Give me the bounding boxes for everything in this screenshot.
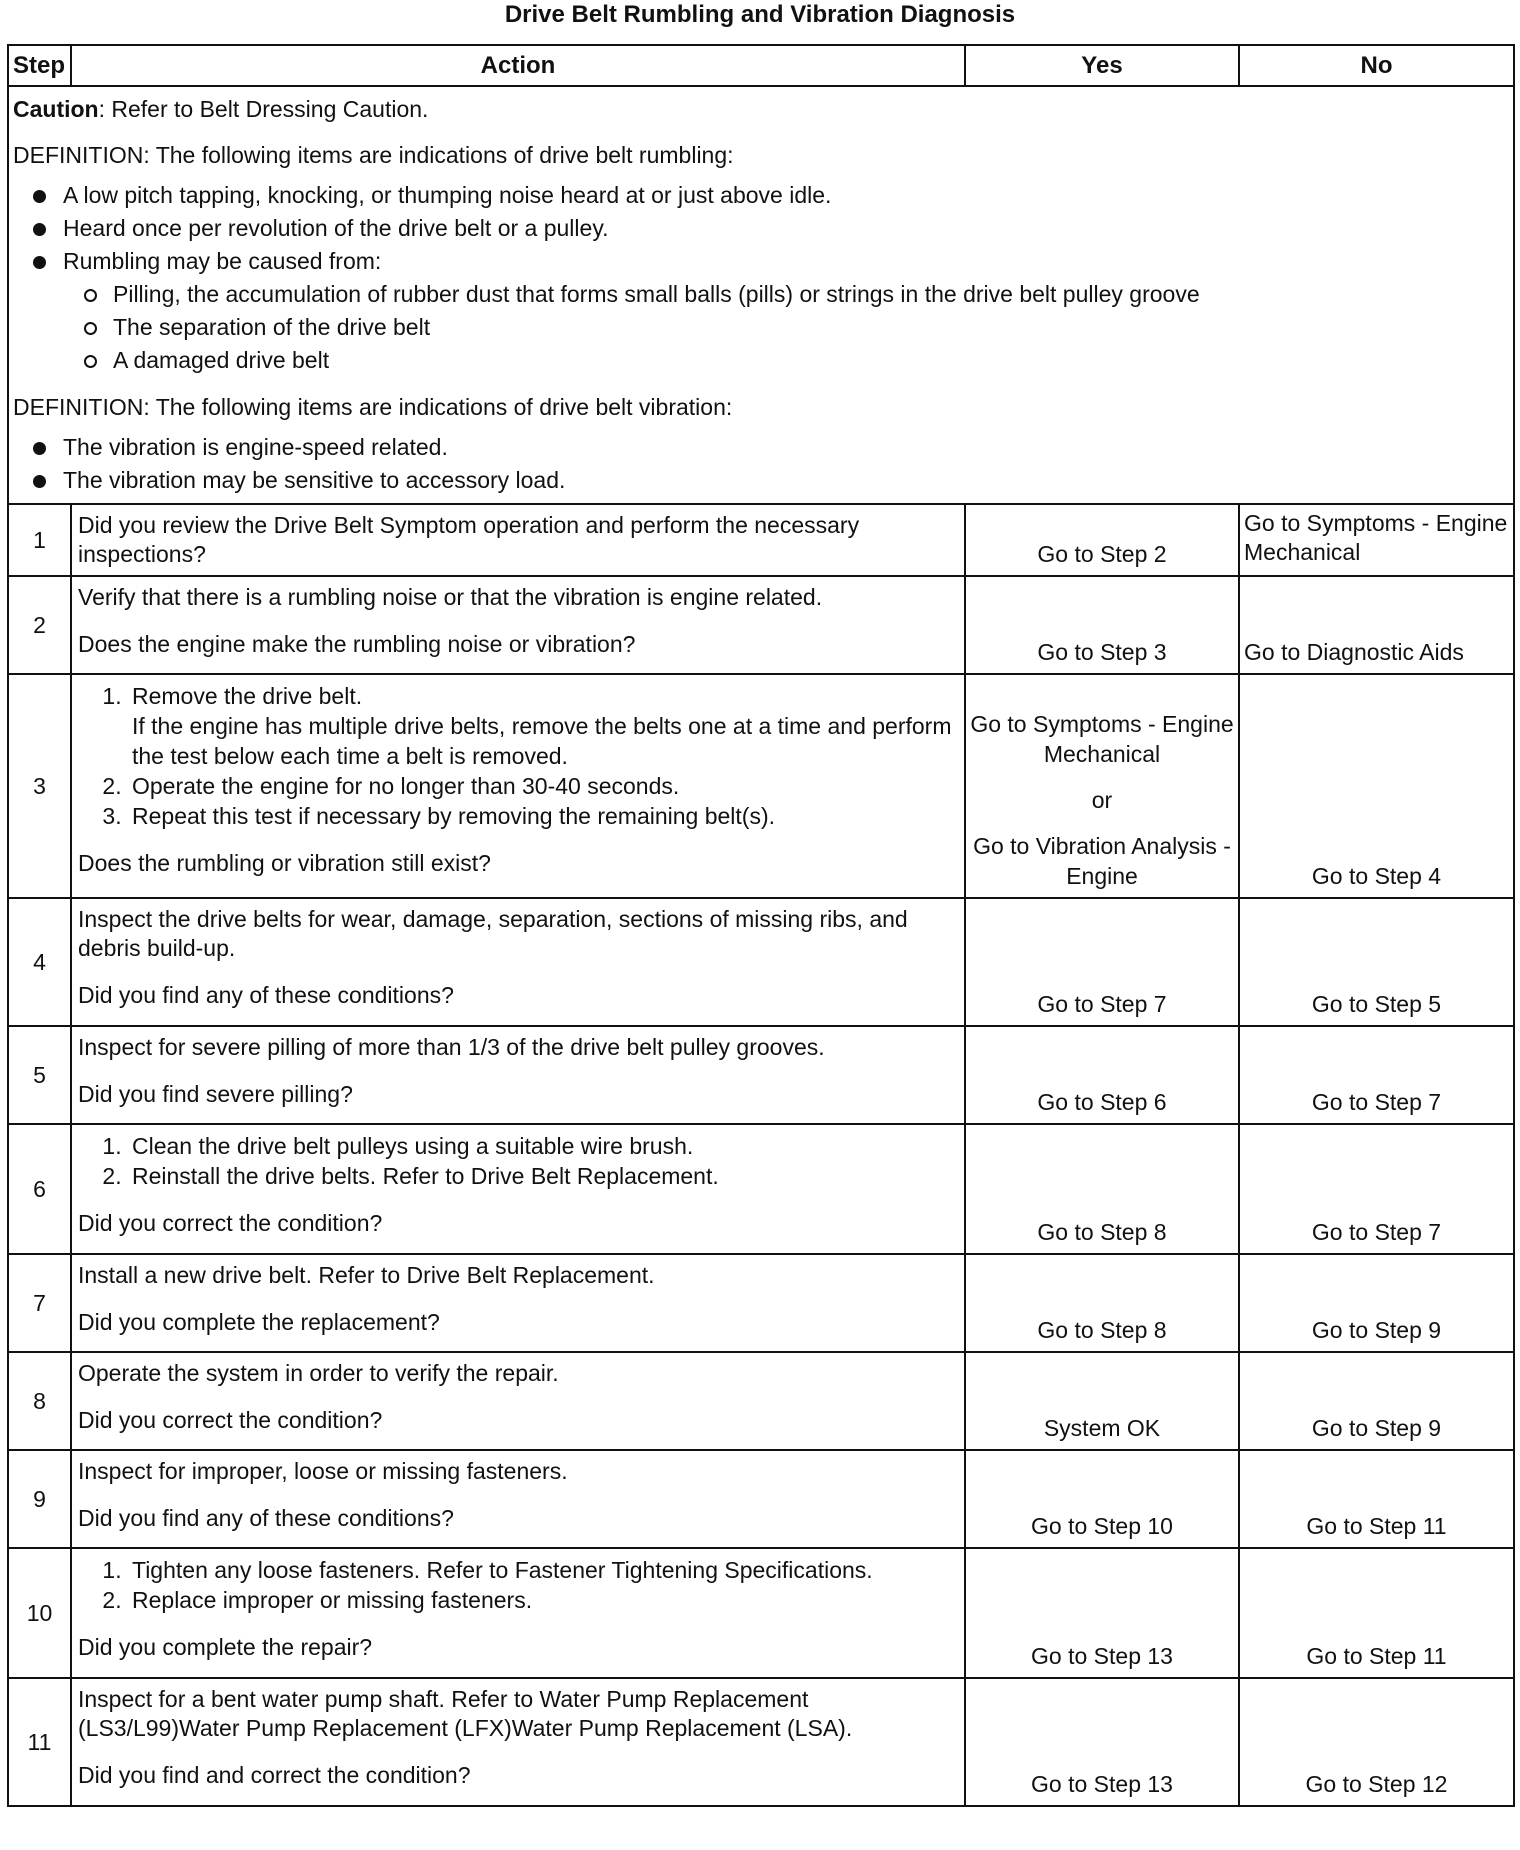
- table-row: [8, 576, 1514, 674]
- action-question: Did you correct the condition?: [78, 1210, 383, 1236]
- diagnosis-table: [7, 44, 1515, 1807]
- no-cell: Go to Step 9: [1239, 1254, 1514, 1352]
- step-number: 5: [8, 1026, 71, 1124]
- step-header: Step: [8, 45, 71, 86]
- no-cell: Go to Step 11: [1239, 1548, 1514, 1678]
- step-number: 2: [8, 576, 71, 674]
- no-cell: Go to Step 9: [1239, 1352, 1514, 1450]
- table-row: [8, 1352, 1514, 1450]
- action-question: Does the rumbling or vibration still exist?: [78, 850, 491, 876]
- yes-cell: Go to Step 13: [965, 1678, 1239, 1806]
- step-number: 10: [8, 1548, 71, 1678]
- list-item: A low pitch tapping, knocking, or thumping noise heard at or just above idle.: [33, 179, 1509, 212]
- caution-label: Caution: [13, 96, 99, 122]
- action-cell: [71, 1450, 965, 1548]
- list-item: The vibration is engine-speed related.: [33, 431, 1509, 464]
- table-row: [8, 1124, 1514, 1254]
- action-text: Inspect the drive belts for wear, damage, separation, sections of missing ribs, and debris build-up.: [78, 906, 908, 961]
- action-cell: [71, 1124, 965, 1254]
- action-cell: [71, 1254, 965, 1352]
- yes-line: Go to Vibration Analysis - Engine: [973, 833, 1231, 889]
- yes-cell: Go to Step 8: [965, 1124, 1239, 1254]
- table-row: [8, 1254, 1514, 1352]
- procedure-list: [78, 1131, 958, 1191]
- table-row: [8, 1678, 1514, 1806]
- action-cell: [71, 504, 965, 576]
- list-item-label: Rumbling may be caused from:: [63, 248, 382, 274]
- step-number: 9: [8, 1450, 71, 1548]
- action-text: Inspect for a bent water pump shaft. Refer to Water Pump Replacement (LS3/L99)Water Pump Replacement (LFX)Water Pump Replacement (LSA).: [78, 1686, 853, 1741]
- no-header: No: [1239, 45, 1514, 86]
- list-item: The vibration may be sensitive to accessory load.: [33, 464, 1509, 497]
- yes-cell: Go to Step 10: [965, 1450, 1239, 1548]
- action-question: Did you correct the condition?: [78, 1407, 383, 1433]
- yes-line: Go to Symptoms - Engine Mechanical: [970, 711, 1234, 767]
- intro-cell: [8, 86, 1514, 504]
- list-item: The separation of the drive belt: [83, 311, 1509, 344]
- action-question: Did you find and correct the condition?: [78, 1762, 471, 1788]
- step-number: 8: [8, 1352, 71, 1450]
- table-row: [8, 898, 1514, 1026]
- table-row: [8, 1450, 1514, 1548]
- yes-header: Yes: [965, 45, 1239, 86]
- header-row: [8, 45, 1514, 86]
- list-item-note: If the engine has multiple drive belts, remove the belts one at a time and perform the test below each time a belt is removed.: [132, 713, 952, 769]
- action-question: Does the engine make the rumbling noise or vibration?: [78, 631, 636, 657]
- action-question: Did you find any of these conditions?: [78, 982, 454, 1008]
- action-cell: [71, 1352, 965, 1450]
- no-cell: Go to Step 11: [1239, 1450, 1514, 1548]
- vibration-definition: DEFINITION: The following items are indications of drive belt vibration:: [13, 394, 733, 420]
- action-header: Action: [71, 45, 965, 86]
- list-item: 2. Reinstall the drive belts. Refer to Drive Belt Replacement.: [128, 1161, 958, 1191]
- step-number: 3: [8, 674, 71, 898]
- step-number: 1: [8, 504, 71, 576]
- action-text: Did you review the Drive Belt Symptom operation and perform the necessary inspections?: [78, 512, 860, 567]
- yes-cell: Go to Step 8: [965, 1254, 1239, 1352]
- list-item: 1. Clean the drive belt pulleys using a suitable wire brush.: [128, 1131, 958, 1161]
- no-cell: Go to Step 4: [1239, 674, 1514, 898]
- list-item: 3. Repeat this test if necessary by removing the remaining belt(s).: [128, 801, 958, 831]
- action-question: Did you find any of these conditions?: [78, 1505, 454, 1531]
- rumbling-bullet-list: [13, 179, 1509, 377]
- yes-cell: Go to Step 2: [965, 504, 1239, 576]
- no-cell: Go to Step 12: [1239, 1678, 1514, 1806]
- action-cell: [71, 898, 965, 1026]
- rumbling-definition: DEFINITION: The following items are indications of drive belt rumbling:: [13, 142, 734, 168]
- action-question: Did you find severe pilling?: [78, 1081, 353, 1107]
- table-row: [8, 1026, 1514, 1124]
- step-number: 11: [8, 1678, 71, 1806]
- action-cell: [71, 1678, 965, 1806]
- yes-cell: Go to Step 6: [965, 1026, 1239, 1124]
- rumbling-cause-list: [63, 278, 1509, 377]
- caution-text: : Refer to Belt Dressing Caution.: [98, 96, 429, 122]
- list-item: 1. Tighten any loose fasteners. Refer to Fastener Tightening Specifications.: [128, 1555, 958, 1585]
- no-cell: Go to Step 5: [1239, 898, 1514, 1026]
- table-row: [8, 504, 1514, 576]
- action-text: Verify that there is a rumbling noise or that the vibration is engine related.: [78, 584, 823, 610]
- table-row: [8, 1548, 1514, 1678]
- no-cell: Go to Symptoms - Engine Mechanical: [1239, 504, 1514, 576]
- no-cell: Go to Step 7: [1239, 1124, 1514, 1254]
- procedure-list: [78, 681, 958, 831]
- action-text: Install a new drive belt. Refer to Drive Belt Replacement.: [78, 1262, 655, 1288]
- list-item: Heard once per revolution of the drive belt or a pulley.: [33, 212, 1509, 245]
- yes-cell: Go to Step 3: [965, 576, 1239, 674]
- yes-cell: System OK: [965, 1352, 1239, 1450]
- list-item: 2. Operate the engine for no longer than 30-40 seconds.: [128, 771, 958, 801]
- yes-cell: Go to Step 7: [965, 898, 1239, 1026]
- no-cell: Go to Diagnostic Aids: [1239, 576, 1514, 674]
- list-item: 2. Replace improper or missing fasteners.: [128, 1585, 958, 1615]
- intro-row: [8, 86, 1514, 504]
- action-text: Inspect for improper, loose or missing fasteners.: [78, 1458, 568, 1484]
- list-item-text: Remove the drive belt.: [132, 683, 363, 709]
- no-cell: Go to Step 7: [1239, 1026, 1514, 1124]
- list-item: [33, 245, 1509, 377]
- procedure-list: [78, 1555, 958, 1615]
- step-number: 7: [8, 1254, 71, 1352]
- step-number: 6: [8, 1124, 71, 1254]
- yes-line: or: [1091, 787, 1113, 813]
- page-title: Drive Belt Rumbling and Vibration Diagnosis: [504, 1, 1016, 28]
- action-cell: [71, 674, 965, 898]
- action-text: Inspect for severe pilling of more than 1/3 of the drive belt pulley grooves.: [78, 1034, 825, 1060]
- vibration-bullet-list: [13, 431, 1509, 497]
- action-cell: [71, 576, 965, 674]
- caution-line: [13, 93, 1509, 125]
- list-item: [128, 681, 958, 771]
- action-cell: [71, 1548, 965, 1678]
- list-item: Pilling, the accumulation of rubber dust that forms small balls (pills) or strings in the drive belt pulley groove: [83, 278, 1509, 311]
- action-text: Operate the system in order to verify the repair.: [78, 1360, 559, 1386]
- action-cell: [71, 1026, 965, 1124]
- yes-cell: Go to Step 13: [965, 1548, 1239, 1678]
- step-number: 4: [8, 898, 71, 1026]
- action-question: Did you complete the replacement?: [78, 1309, 440, 1335]
- yes-cell: [965, 674, 1239, 898]
- action-question: Did you complete the repair?: [78, 1634, 373, 1660]
- list-item: A damaged drive belt: [83, 344, 1509, 377]
- table-row: [8, 674, 1514, 898]
